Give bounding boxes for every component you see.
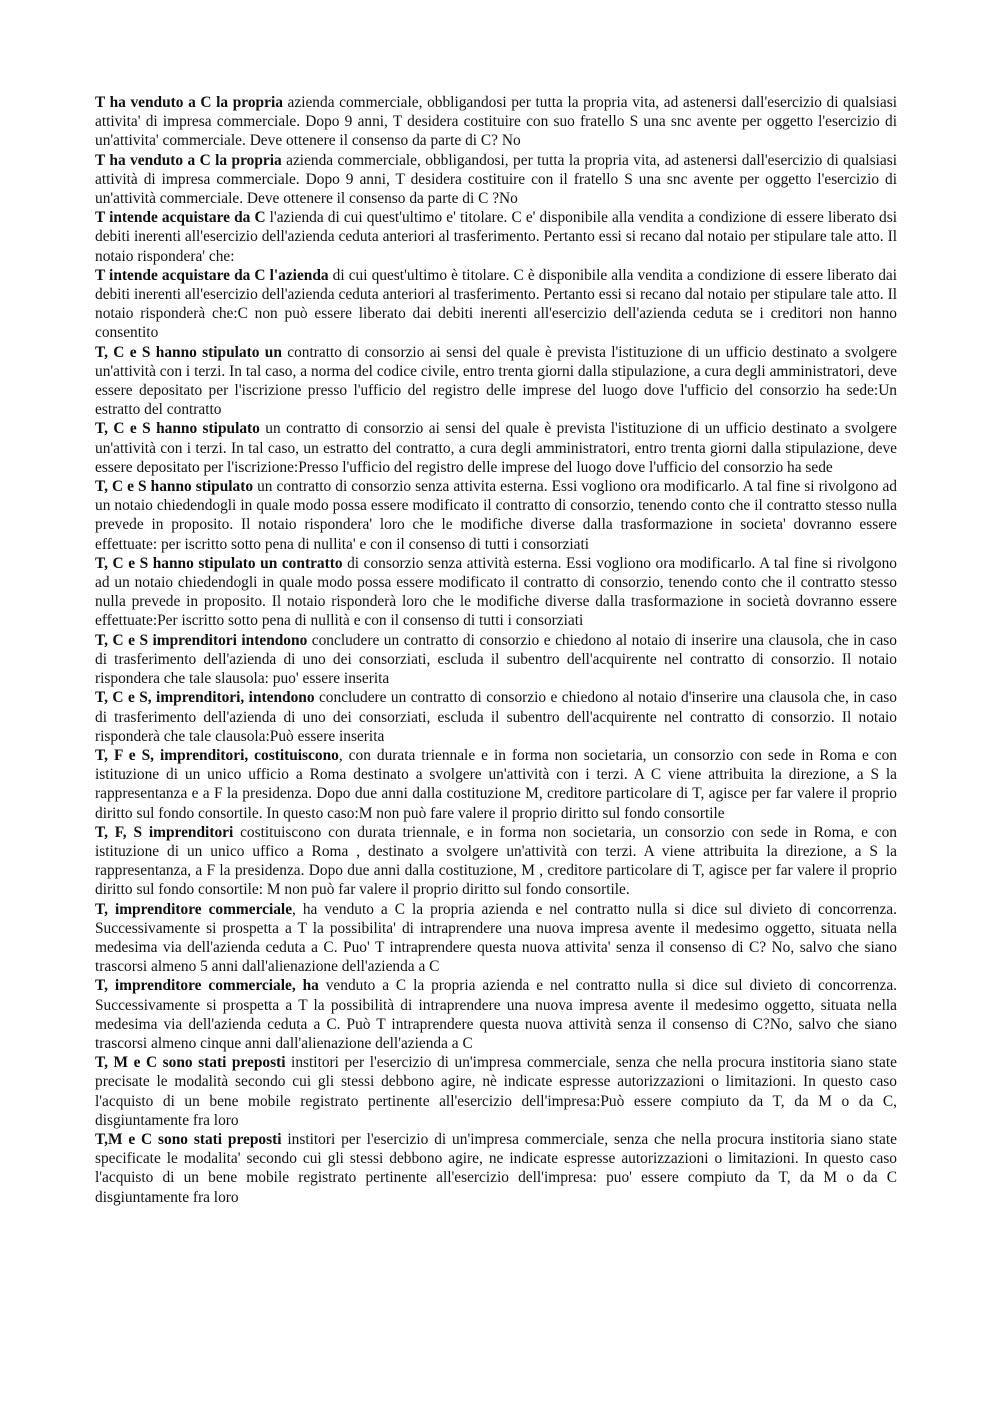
paragraph-lead: T, C e S imprenditori intendono [95, 631, 308, 649]
paragraph-body: azienda commerciale, obbligandosi per tutta la propria vita, ad astenersi dall'esercizio di qualsiasi attivita' di impresa commerciale. Dopo 9 anni, T desidera costituire con suo fratello S una snc avente per oggetto l'esercizio di un'attivita' commerciale. Deve ottenere il consenso da parte di C? No [95, 94, 897, 150]
paragraph-lead: T ha venduto a C la propria [95, 94, 283, 111]
paragraph-lead: T, C e S hanno stipulato un [95, 343, 282, 361]
paragraph-body: costituiscono con durata triennale, e in forma non societaria, un consorzio con sede in Roma, e con istituzione di un unico uffico a Roma , destinato a svolgere un'attività con terzi. A viene attribuita la direzione, a S la rappresentanza, a F la presidenza. Dopo due anni dalla costituzione, M , creditore particolare di T, agisce per far valere il proprio diritto sul fondo consortile: M non può far valere il proprio diritto sul fondo consortile. [95, 823, 897, 899]
question-answer-paragraph [95, 151, 897, 209]
paragraph-lead: T,M e C sono stati preposti [95, 1130, 282, 1148]
question-answer-paragraph [95, 900, 897, 977]
paragraph-lead: T intende acquistare da C l'azienda [95, 266, 329, 284]
question-answer-paragraph [95, 419, 897, 477]
paragraph-body: di consorzio senza attività esterna. Essi vogliono ora modificarlo. A tal fine si rivolgono ad un notaio chiedendogli in quale modo possa essere modificato il contratto di consorzio, tenendo conto che il contratto stesso nulla prevede in proposito. Il notaio risponderà loro che le modifiche diverse dalla trasformazione in società dovranno essere effettuate:Per iscritto sotto pena di nullità e con il consenso di tutti i consorziati [95, 554, 897, 630]
paragraph-body: concludere un contratto di consorzio e chiedono al notaio di inserire una clausola, che in caso di trasferimento dell'azienda di uno dei consorziati, escluda il subentro dell'acquirente nel contratto di consorzio. Il notaio rispondera che tale slausola: puo' essere inserita [95, 631, 897, 688]
question-answer-paragraph [95, 823, 897, 900]
paragraph-body: l'azienda di cui quest'ultimo e' titolare. C e' disponibile alla vendita a condizione di essere liberato dsi debiti inerenti all'esercizio dell'azienda ceduta anteriori al trasferimento. Pertanto essi si recano dal notaio per stipulare tale atto. Il notaio rispondera' che: [95, 209, 897, 265]
paragraph-lead: T, C e S hanno stipulato [95, 420, 260, 438]
question-answer-paragraph [95, 976, 897, 1053]
question-answer-paragraph [95, 343, 897, 420]
paragraph-lead: T, imprenditore commerciale, ha [95, 977, 319, 995]
question-answer-paragraph [95, 554, 897, 631]
paragraph-lead: T, imprenditore commerciale [95, 900, 293, 918]
question-answer-paragraph [95, 688, 897, 746]
paragraph-lead: T, F e S, imprenditori, costituiscono [95, 746, 339, 764]
question-answer-paragraph [95, 208, 897, 266]
question-answer-paragraph [95, 266, 897, 343]
document-page [95, 93, 897, 1207]
paragraph-body: concludere un contratto di consorzio e chiedono al notaio d'inserire una clausola che, in caso di trasferimento dell'azienda di uno dei consorziati, escluda il subentro dell'acquirente nel contratto di consorzio. Il notaio risponderà che tale clausola:Può essere inserita [95, 689, 897, 745]
paragraph-lead: T intende acquistare da C [95, 209, 266, 227]
paragraph-body: venduto a C la propria azienda e nel contratto nulla si dice sul divieto di concorrenza. Successivamente si prospetta a T la possibilità di intraprendere una nuova impresa avente il medesimo oggetto, situata nella medesima via dell'azienda ceduta a C. Può T intraprendere questa nuova attività senza il consenso di C?No, salvo che siano trascorsi almeno cinque anni dall'alienazione dell'azienda a C [95, 977, 897, 1052]
question-answer-paragraph [95, 1053, 897, 1130]
paragraph-lead: T, C e S, imprenditori, intendono [95, 689, 315, 707]
paragraph-body: azienda commerciale, obbligandosi, per tutta la propria vita, ad astenersi dall'esercizio di qualsiasi attività di impresa commerciale. Dopo 9 anni, T desidera costituire con il fratello S una snc avente per oggetto l'esercizio di un'attività commerciale. Deve ottenere il consenso da parte di C ?No [95, 151, 897, 208]
paragraph-body: , con durata triennale e in forma non societaria, un consorzio con sede in Roma e con istituzione di un unico ufficio a Roma destinato a svolgere un'attività con i terzi. A C viene attribuita la direzione, a S la rappresentanza e a F la presidenza. Dopo due anni dalla costituzione M, creditore particolare di T, agisce per far valere il proprio diritto sul fondo consortile. In questo caso:M non può fare valere il proprio diritto sul fondo consortile [95, 746, 897, 822]
question-answer-paragraph [95, 631, 897, 689]
paragraph-lead: T, F, S imprenditori [95, 823, 234, 841]
paragraph-body: institori per l'esercizio di un'impresa commerciale, senza che nella procura institoria siano state specificate le modalita' secondo cui gli stessi debbono agire, ne indicate espresse autorizzazioni o limitazioni. In questo caso l'acquisto di un bene mobile registrato pertinente all'esercizio dell'impresa: puo' essere compiuto da T, da M o da C disgiuntamente fra loro [95, 1130, 897, 1206]
question-answer-paragraph [95, 93, 897, 151]
paragraph-body: contratto di consorzio ai sensi del quale è prevista l'istituzione di un ufficio destinato a svolgere un'attività con i terzi. In tal caso, a norma del codice civile, entro trenta giorni dalla stipulazione, a cura degli amministratori, deve essere depositato per l'iscrizione presso l'ufficio del registro delle imprese del luogo dove l'ufficio del consorzio ha sede:Un estratto del contratto [95, 343, 897, 419]
paragraph-body: un contratto di consorzio ai sensi del quale è prevista l'istituzione di un ufficio destinato a svolgere un'attività con i terzi. In tal caso, un estratto del contratto, a cura degli amministratori, entro trenta giorni dalla stipulazione, deve essere depositato per l'iscrizione:Presso l'ufficio del registro delle imprese del luogo dove l'ufficio del consorzio ha sede [95, 420, 897, 476]
question-answer-paragraph [95, 477, 897, 554]
paragraph-body: un contratto di consorzio senza attivita esterna. Essi vogliono ora modificarlo. A tal fine si rivolgono ad un notaio chiedendogli in quale modo possa essere modificato il contratto di consorzio, tenendo conto che il contratto stesso nulla prevede in proposito. Il notaio rispondera' loro che le modifiche diverse dalla trasformazione in societa' dovranno essere effettuate: per iscritto sotto pena di nullita' e con il consenso di tutti i consorziati [95, 478, 897, 553]
question-answer-paragraph [95, 1130, 897, 1207]
paragraph-lead: T, M e C sono stati preposti [95, 1054, 286, 1072]
paragraph-lead: T, C e S hanno stipulato un contratto [95, 554, 343, 572]
paragraph-lead: T ha venduto a C la propria [95, 151, 282, 169]
question-answer-paragraph [95, 746, 897, 823]
paragraph-body: di cui quest'ultimo è titolare. C è disponibile alla vendita a condizione di essere liberato dai debiti inerenti all'esercizio dell'azienda ceduta anteriori al trasferimento. Pertanto essi si recano dal notaio per stipulare tale atto. Il notaio risponderà che:C non può essere liberato dai debiti inerenti all'esercizio dell'azienda ceduta se i creditori non hanno consentito [95, 266, 898, 342]
paragraph-body: institori per l'esercizio di un'impresa commerciale, senza che nella procura institoria siano state precisate le modalità secondo cui gli stessi debbono agire, nè indicate espresse autorizzazioni o limitazioni. In questo caso l'acquisto di un bene mobile registrato pertinente all'esercizio dell'impresa:Può essere compiuto da T, da M o da C, disgiuntamente fra loro [95, 1054, 897, 1129]
paragraph-lead: T, C e S hanno stipulato [95, 478, 254, 496]
paragraph-body: , ha venduto a C la propria azienda e nel contratto nulla si dice sul divieto di concorrenza. Successivamente si prospetta a T la possibilita' di intraprendere una nuova impresa avente il medesimo oggetto, situata nella medesima via dell'azienda ceduta a C. Puo' T intraprendere questa nuova attivita' senza il consenso di C? No, salvo che siano trascorsi almeno 5 anni dall'alienazione dell'azienda a C [95, 900, 897, 976]
